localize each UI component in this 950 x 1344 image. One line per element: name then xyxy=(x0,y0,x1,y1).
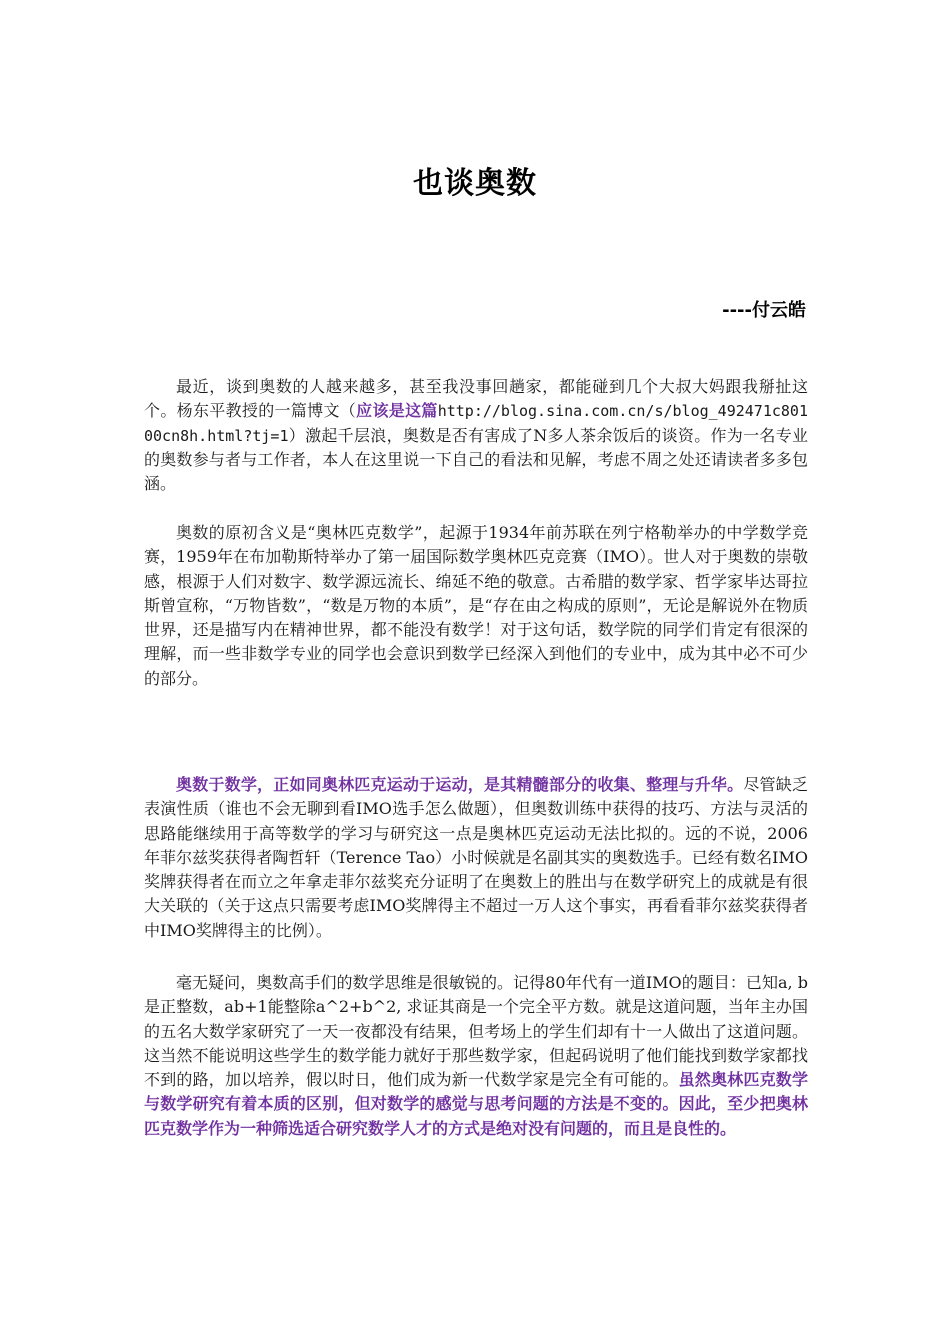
paragraph-3-highlight: 奥数于数学，正如同奥林匹克运动于运动，是其精髓部分的收集、整理与升华。 xyxy=(176,775,744,794)
paragraph-1-text-a: 最近，谈到奥数的人越来越多，甚至我没事回趟家，都能碰到几个大叔大妈跟我掰扯这个。杨东平教授的一篇博文（ xyxy=(144,377,808,421)
paragraph-3-text: 尽管缺乏表演性质（谁也不会无聊到看IMO选手怎么做题），但奥数训练中获得的技巧、方法与灵活的思路能继续用于高等数学的学习与研究这一点是奥林匹克运动无法比拟的。远的不说，2006年菲尔兹奖获得者陶哲轩（Terence Tao）小时候就是名副其实的奥数选手。已经有数名IMO奖牌获得者在而立之年拿走菲尔兹奖充分证明了在奥数上的胜出与在数学研究上的成就是有很大关联的（关于这点只需要考虑IMO奖牌得主不超过一万人这个事实，再看看菲尔兹奖获得者中IMO奖牌得主的比例）。 xyxy=(144,775,808,940)
paragraph-1 xyxy=(144,375,808,496)
paragraph-text xyxy=(144,971,808,1141)
paragraph-4-highlight: 虽然奥林匹克数学与数学研究有着本质的区别，但对数学的感觉与思考问题的方法是不变的。因此，至少把奥林匹克数学作为一种筛选适合研究数学人才的方式是绝对没有问题的，而且是良性的。 xyxy=(144,1070,808,1138)
paragraph-text xyxy=(144,773,808,943)
blog-link[interactable]: http://blog.sina.com.cn/s/blog_492471c80100cn8h.html?tj=1 xyxy=(144,402,808,445)
paragraph-3 xyxy=(144,773,808,943)
paragraph-1-highlight: 应该是这篇 xyxy=(356,401,438,421)
paragraph-text xyxy=(144,375,808,496)
author-byline: ----付云皓 xyxy=(722,300,806,321)
document-title: 也谈奥数 xyxy=(413,166,537,201)
paragraph-4 xyxy=(144,971,808,1141)
paragraph-1-text-b: ）激起千层浪，奥数是否有害成了N多人茶余饭后的谈资。作为一名专业的奥数参与者与工作者，本人在这里说一下自己的看法和见解，考虑不周之处还请读者多多包涵。 xyxy=(144,425,808,494)
paragraph-2-text: 奥数的原初含义是“奥林匹克数学”，起源于1934年前苏联在列宁格勒举办的中学数学竞赛，1959年在布加勒斯特举办了第一届国际数学奥林匹克竞赛（IMO）。世人对于奥数的崇敬感，根源于人们对数字、数学源远流长、绵延不绝的敬意。古希腊的数学家、哲学家毕达哥拉斯曾宣称，“万物皆数”，“数是万物的本质”，是“存在由之构成的原则”，无论是解说外在物质世界，还是描写内在精神世界，都不能没有数学！对于这句话，数学院的同学们肯定有很深的理解，而一些非数学专业的同学也会意识到数学已经深入到他们的专业中，成为其中必不可少的部分。 xyxy=(144,523,808,688)
paragraph-2 xyxy=(144,521,808,691)
paragraph-4-text: 毫无疑问，奥数高手们的数学思维是很敏锐的。记得80年代有一道IMO的题目：已知a, b是正整数，ab+1能整除a^2+b^2, 求证其商是一个完全平方数。就是这道问题，当年主办国的五名大数学家研究了一天一夜都没有结果，但考场上的学生们却有十一人做出了这道问题。这当然不能说明这些学生的数学能力就好于那些数学家，但起码说明了他们能找到数学家都找不到的路，加以培养，假以时日，他们成为新一代数学家是完全有可能的。 xyxy=(144,973,808,1090)
